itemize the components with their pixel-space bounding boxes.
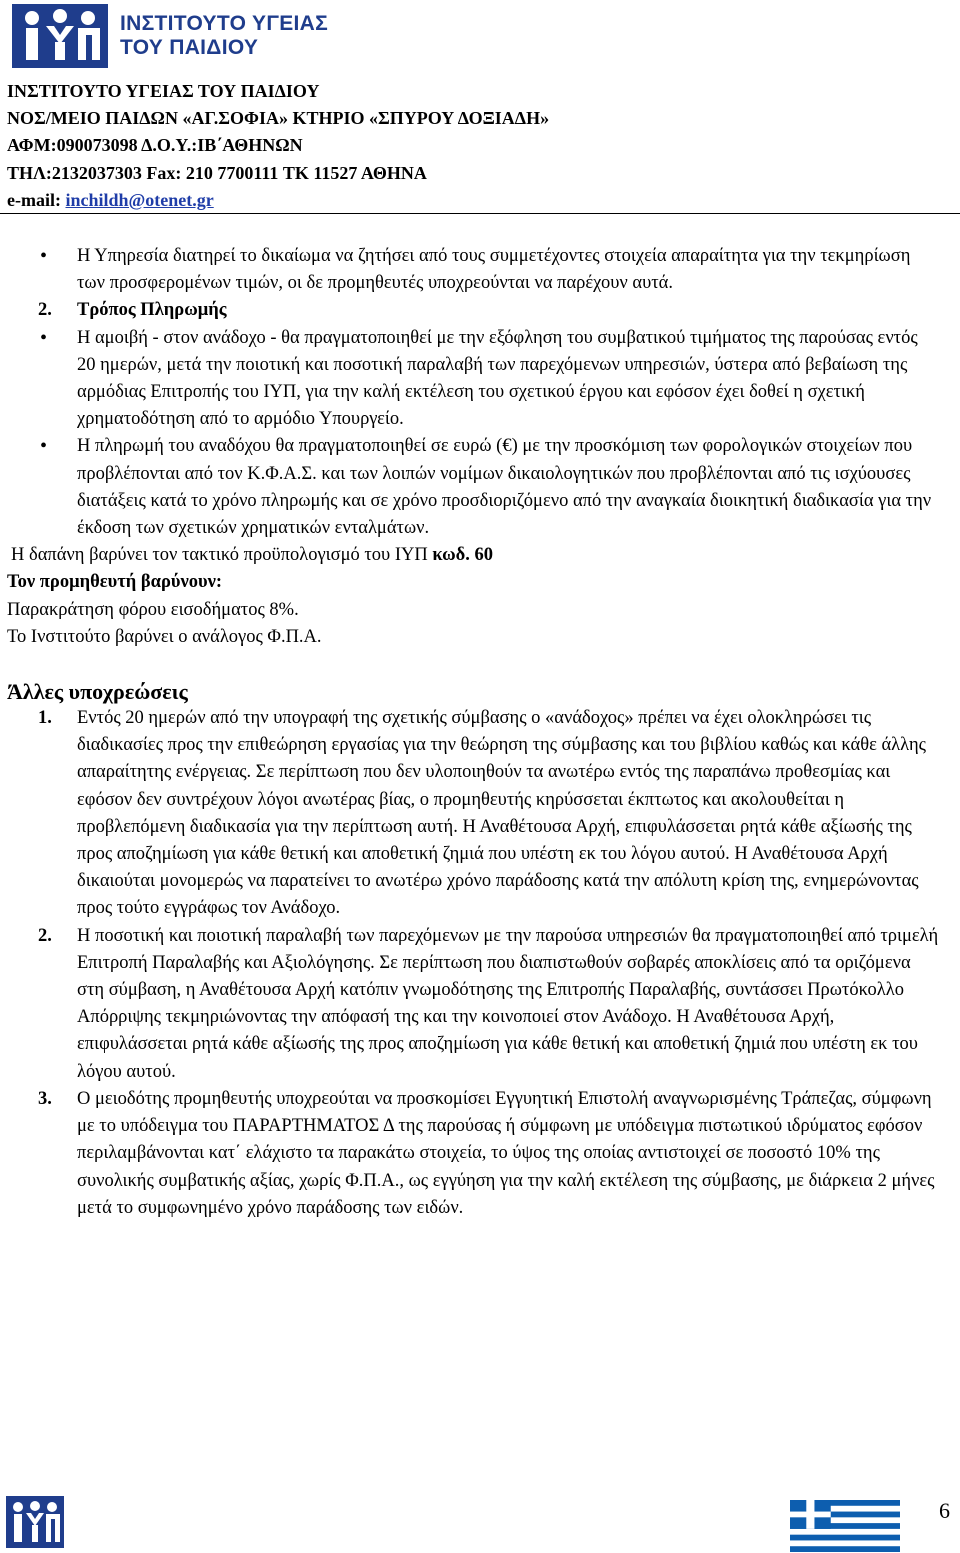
obligation-number: 3.	[38, 1088, 52, 1109]
letterhead	[7, 78, 549, 214]
email-label: e-mail:	[7, 189, 66, 210]
supplier-charges-heading: Τον προμηθευτή βαρύνουν:	[7, 572, 223, 593]
institute-vat-line: Το Ινστιτούτο βαρύνει ο ανάλογος Φ.Π.Α.	[7, 626, 322, 647]
obligation-text: Εντός 20 ημερών από την υπογραφή της σχετικής σύμβασης ο «ανάδοχος» πρέπει να έχει ολοκληρώσει τις διαδικασίες προς την επιθεώρηση εργασίας για την θεώρηση της σύμβασης και του βιβλίου καθώς και κάθε άλλης απαραίτητης ενέργειας. Σε περίπτωση που δεν υλοποιηθούν τα ανωτέρω εντός της παραπάνω προθεσμίας και εφόσον δεν συντρέχουν λόγοι ανωτέρας βίας, ο προμηθευτής κηρύσσεται έκπτωτος και ακολουθείται η προβλεπόμενη διαδικασία για την περίπτωση αυτή. Η Αναθέτουσα Αρχή, επιφυλάσσεται ρητά κάθε αξίωσής της προς αποζημίωση για κάθε θετική και αποθετική ζημιά που υπέστη εκ του λόγου αυτού. Η Αναθέτουσα Αρχή δικαιούται μονομερώς να παρατείνει το ανωτέρω χρόνο παράδοσης κατά την απόλυτη κρίση της, ενημερώνοντας προς τούτο εγγράφως τον Ανάδοχο.	[77, 708, 926, 919]
tax-info: ΑΦΜ:090073098 Δ.Ο.Υ.:ΙΒ΄ΑΘΗΝΩΝ	[7, 135, 303, 156]
greek-flag-icon	[790, 1500, 900, 1552]
obligation-item	[0, 1086, 960, 1222]
page-number: 6	[939, 1498, 950, 1523]
logo-wordmark	[120, 12, 328, 60]
logo-text-line1: ΙΝΣΤΙΤΟΥΤΟ ΥΓΕΙΑΣ	[120, 12, 329, 35]
withholding-line: Παρακράτηση φόρου εισοδήματος 8%.	[7, 599, 299, 620]
obligation-text: Η ποσοτική και ποιοτική παραλαβή των παρεχόμενων με την παρούσα υπηρεσιών θα πραγματοποιηθεί από τριμελή Επιτροπή Παραλαβής και Αξιολόγησης. Σε περίπτωση που διαπιστωθούν σοβαρές αποκλίσεις από τα οριζόμενα στη σύμβαση, η Αναθέτουσα Αρχή κατόπιν γνωμοδότησης της Επιτροπής Παραλαβής, συντάσσει Πρωτόκολλο Απόρριψης τεκμηριώνοντας την απόφασή της και την κοινοποιεί στον Ανάδοχο. Η Αναθέτουσα Αρχή, επιφυλάσσεται ρητά κάθε αξίωσής της προς αποζημίωση για κάθε θετική και αποθετική ζημιά που υπέστη εκ του λόγου αυτού.	[77, 925, 939, 1082]
obligations-title: Άλλες υποχρεώσεις	[7, 679, 188, 705]
logo-text-line2: ΤΟΥ ΠΑΙΔΙΟΥ	[120, 36, 259, 59]
bullet-item: • Η αμοιβή - στον ανάδοχο - θα πραγματοποιηθεί με την εξόφληση του συμβατικού τιμήματος της παρούσας εντός 20 ημερών, μετά την ποιοτική και ποσοτική παραλαβή των παρεχόμενων υπηρεσιών, ύστερα από βεβαίωση της αρμόδιας Επιτροπής του ΙΥΠ, για την καλή εκτέλεση του σχετικού έργου και εφόσον έχει δοθεί η σχετική χρηματοδότηση από το αρμόδιο Υπουργείο.	[0, 325, 960, 434]
email-link[interactable]: inchildh@otenet.gr	[65, 189, 214, 210]
iyp-logo-icon	[12, 4, 108, 68]
obligation-item	[0, 705, 960, 923]
org-address: ΝΟΣ/ΜΕΙΟ ΠΑΙΔΩΝ «ΑΓ.ΣΟΦΙΑ» ΚΤΗΡΙΟ «ΣΠΥΡΟΥ ΔΟΞΙΑΔΗ»	[7, 108, 550, 129]
document-body	[0, 243, 960, 1222]
footer-logo-icon	[6, 1496, 64, 1548]
payment-heading-text: Τρόπος Πληρωμής	[77, 300, 227, 321]
phone-info: ΤΗΛ:2132037303 Fax: 210 7700111 ΤΚ 11527 ΑΘΗΝΑ	[7, 162, 427, 183]
header-logo	[12, 4, 432, 72]
obligation-number: 1.	[38, 708, 52, 729]
payment-heading	[0, 297, 960, 324]
budget-code: κωδ. 60	[432, 545, 493, 566]
header-divider	[0, 213, 960, 214]
payment-heading-number: 2.	[38, 300, 52, 321]
email-line	[7, 187, 549, 214]
bullet-item: • Η Υπηρεσία διατηρεί το δικαίωμα να ζητήσει από τους συμμετέχοντες στοιχεία απαραίτητα για την τεκμηρίωση των προσφερομένων τιμών, οι δε προμηθευτές υποχρεούνται να παρέχουν αυτά.	[0, 243, 960, 297]
budget-line	[0, 542, 960, 569]
obligation-text: Ο μειοδότης προμηθευτής υποχρεούται να προσκομίσει Εγγυητική Επιστολή αναγνωρισμένης Τράπεζας, σύμφωνη με το υπόδειγμα του ΠΑΡΑΡΤΗΜΑΤΟΣ Δ της παρούσας ή σύμφωνη με υπόδειγμα πιστωτικού ιδρύματος εφόσον περιλαμβάνονται κατ΄ ελάχιστο τα παρακάτω στοιχεία, το ύψος της οποίας αντιστοιχεί σε ποσοστό 10% της συνολικής συμβατικής αξίας, χωρίς Φ.Π.Α., ως εγγύηση για την καλή εκτέλεση της σύμβασης, με διάρκεια 2 μήνες μετά το συμφωνημένο χρόνο παράδοσης των ειδών.	[77, 1088, 935, 1218]
bullet-item: • Η πληρωμή του αναδόχου θα πραγματοποιηθεί σε ευρώ (€) με την προσκόμιση των φορολογικών στοιχείων που προβλέπονται από τον Κ.Φ.Α.Σ. και των λοιπών νομίμων δικαιολογητικών που προβλέπονται από τις ισχύουσες διατάξεις κατά το χρόνο πληρωμής και σε χρόνο προσδιοριζόμενο από την αναγκαία διοικητική διαδικασία για την έκδοση των σχετικών χρηματικών ενταλμάτων.	[0, 433, 960, 542]
obligation-item	[0, 923, 960, 1086]
budget-text: Η δαπάνη βαρύνει τον τακτικό προϋπολογισμό του ΙΥΠ	[11, 545, 433, 566]
obligation-number: 2.	[38, 925, 52, 946]
org-name: ΙΝΣΤΙΤΟΥΤΟ ΥΓΕΙΑΣ ΤΟΥ ΠΑΙΔΙΟΥ	[7, 81, 320, 101]
